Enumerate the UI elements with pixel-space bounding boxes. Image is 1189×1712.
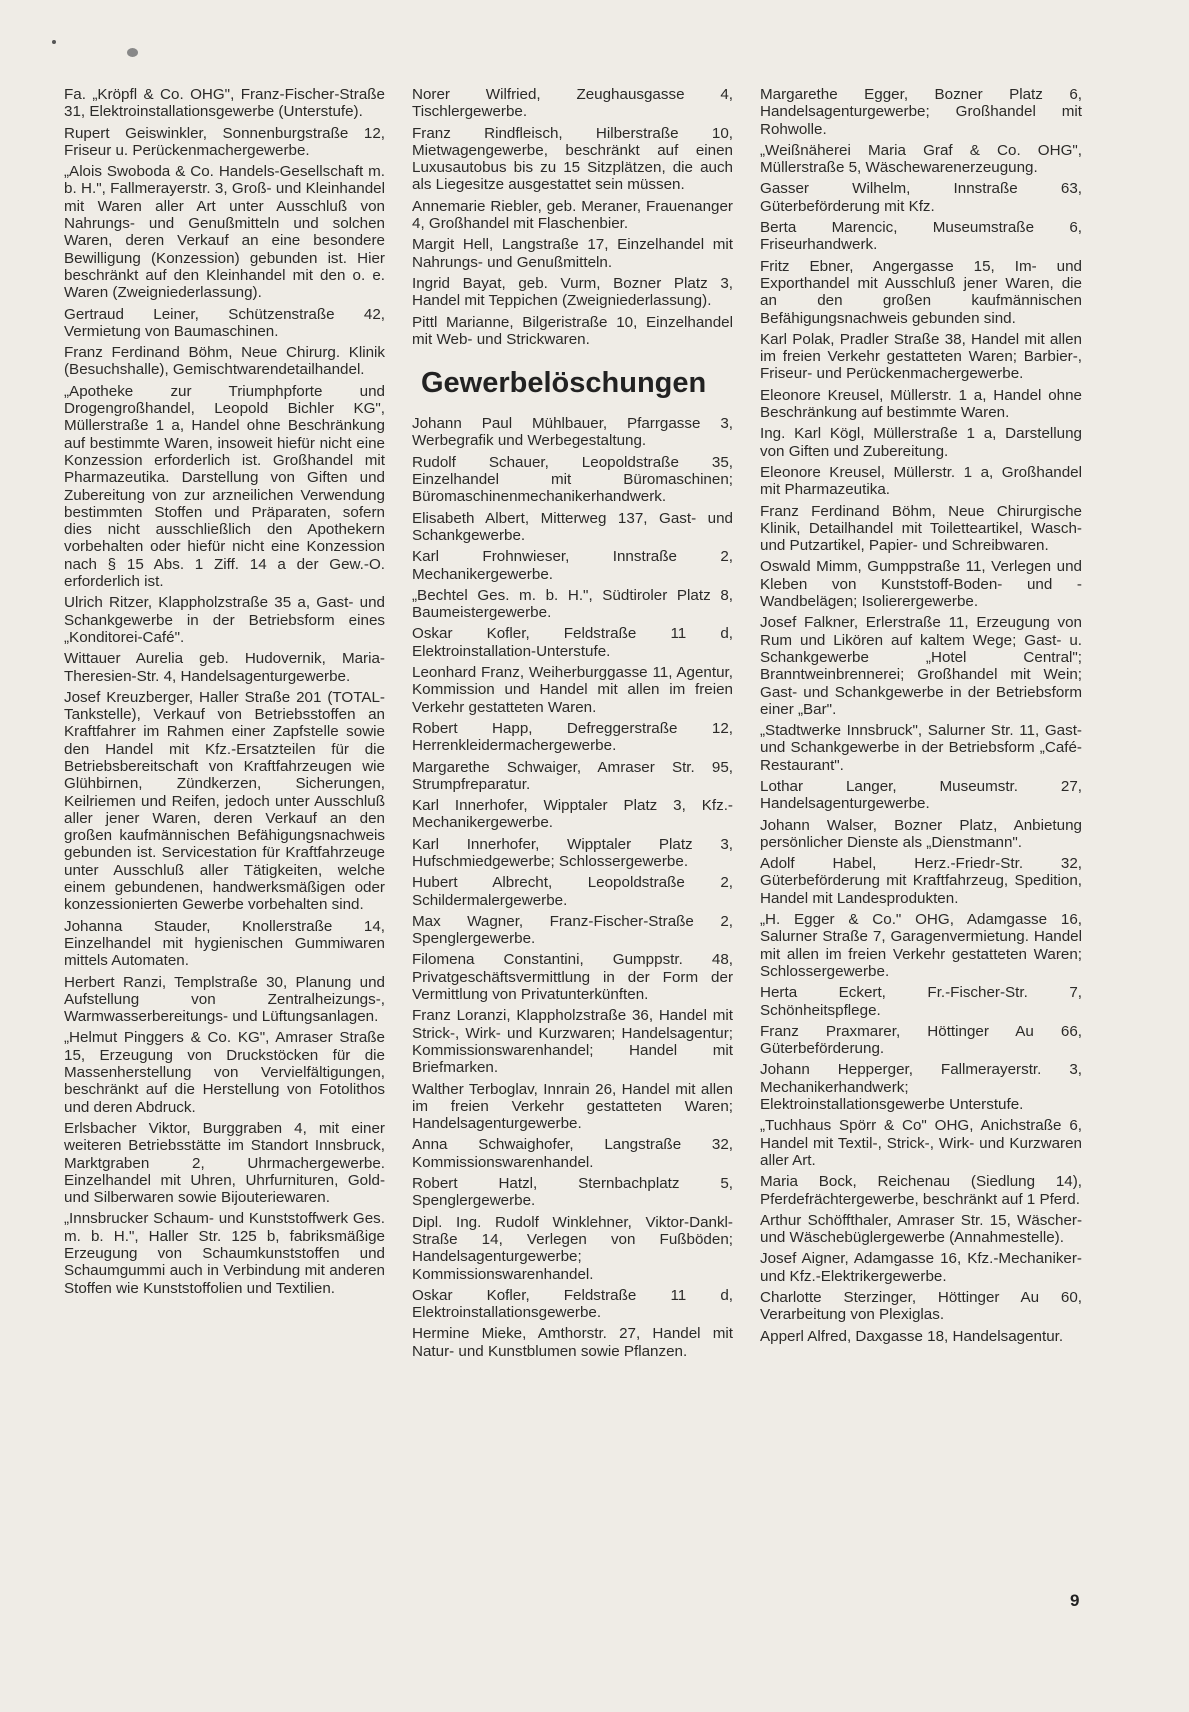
list-item: Johann Paul Mühlbauer, Pfarrgasse 3, Werbegrafik und Werbegestaltung. xyxy=(412,415,733,450)
ink-speck xyxy=(127,48,138,57)
list-item: Franz Ferdinand Böhm, Neue Chirurg. Klinik (Besuchshalle), Gemischtwarendetailhandel. xyxy=(64,344,385,379)
list-item: Adolf Habel, Herz.-Friedr-Str. 32, Güterbeförderung mit Kraftfahrzeug, Spedition, Handel mit Landesprodukten. xyxy=(760,855,1082,907)
list-item: Karl Frohnwieser, Innstraße 2, Mechanikergewerbe. xyxy=(412,548,733,583)
list-item: Johanna Stauder, Knollerstraße 14, Einzelhandel mit hygienischen Gummiwaren mittels Automaten. xyxy=(64,917,385,970)
list-item: Berta Marencic, Museumstraße 6, Friseurhandwerk. xyxy=(760,219,1082,254)
list-item: „Weißnäherei Maria Graf & Co. OHG", Müllerstraße 5, Wäschewarenerzeugung. xyxy=(760,141,1082,177)
list-item: Eleonore Kreusel, Müllerstr. 1 a, Handel ohne Beschränkung auf bestimmte Waren. xyxy=(760,386,1082,422)
column-left xyxy=(64,86,385,1301)
list-item: Apperl Alfred, Daxgasse 18, Handelsagentur. xyxy=(760,1327,1064,1345)
list-item: Lothar Langer, Museumstr. 27, Handelsagenturgewerbe. xyxy=(760,777,1082,813)
page-number: 9 xyxy=(1070,1591,1080,1610)
list-item: Karl Innerhofer, Wipptaler Platz 3, Hufschmiedgewerbe; Schlossergewerbe. xyxy=(412,835,733,870)
list-item: Dipl. Ing. Rudolf Winklehner, Viktor-Dankl-Straße 14, Verlegen von Fußböden; Handelsagenturgewerbe; Kommissionswarenhandel. xyxy=(412,1213,733,1283)
list-item: Arthur Schöffthaler, Amraser Str. 15, Wäscher- und Wäschebüglergewerbe (Annahmestelle). xyxy=(760,1211,1082,1247)
list-item: Charlotte Sterzinger, Höttinger Au 60, Verarbeitung von Plexiglas. xyxy=(760,1289,1082,1324)
list-item: Margarethe Egger, Bozner Platz 6, Handelsagenturgewerbe; Großhandel mit Rohwolle. xyxy=(760,86,1082,138)
list-item: Fritz Ebner, Angergasse 15, Im- und Exporthandel mit Ausschluß jener Waren, die an den großen kaufmännischen Befähigungsnachweis gebunden sind. xyxy=(760,257,1082,327)
list-item: Johann Walser, Bozner Platz, Anbietung persönlicher Dienste als „Dienstmann". xyxy=(760,816,1082,851)
list-item: Fa. „Kröpfl & Co. OHG", Franz-Fischer-Straße 31, Elektroinstallationsgewerbe (Unterstufe). xyxy=(64,86,385,121)
section-heading: Gewerbelöschungen xyxy=(421,367,707,400)
list-item: Hermine Mieke, Amthorstr. 27, Handel mit Natur- und Kunstblumen sowie Pflanzen. xyxy=(412,1325,733,1360)
list-item: Margarethe Schwaiger, Amraser Str. 95, Strumpfreparatur. xyxy=(412,758,733,793)
list-item: Anna Schwaighofer, Langstraße 32, Kommissionswarenhandel. xyxy=(412,1136,733,1171)
list-item: Leonhard Franz, Weiherburggasse 11, Agentur, Kommission und Handel mit allen im freien Verkehr gestatteten Waren. xyxy=(412,664,733,716)
ink-speck xyxy=(52,40,56,44)
list-item: „Innsbrucker Schaum- und Kunststoffwerk Ges. m. b. H.", Haller Str. 125 b, fabriksmäßige Erzeugung von Schaumkunststoffen und Schaumgummi auch in Verbindung mit anderen Stoffen wie Kunststoffolien und Textilien. xyxy=(64,1210,385,1297)
list-item: Filomena Constantini, Gumppstr. 48, Privatgeschäftsvermittlung in der Form der Vermittlung von Privatunterkünften. xyxy=(412,951,733,1004)
list-item: Gasser Wilhelm, Innstraße 63, Güterbeförderung mit Kfz. xyxy=(760,180,1082,215)
list-item: „Apotheke zur Triumphpforte und Drogengroßhandel, Leopold Bichler KG", Müllerstraße 1 a, Handel ohne Beschränkung auf bestimmte Waren, insoweit hiefür nicht eine Konzession erforderlich ist. Großhandel mit Pharmazeutika. Darstellung von Giften und Zubereitung von zur arzneilichen Verwendung bestimmten Stoffen und Präparaten, sofern dies nicht ausschließlich den Apothekern vorbehalten oder hiefür nicht eine Konzession nach § 15 Abs. 1 Ziff. 14 a der Gew.-O. erforderlich ist. xyxy=(64,382,385,591)
list-item: Rudolf Schauer, Leopoldstraße 35, Einzelhandel mit Büromaschinen; Büromaschinenmechanikerhandwerk. xyxy=(412,453,733,506)
list-item: Max Wagner, Franz-Fischer-Straße 2, Spenglergewerbe. xyxy=(412,912,733,948)
list-item: Karl Innerhofer, Wipptaler Platz 3, Kfz.-Mechanikergewerbe. xyxy=(412,797,733,832)
list-item: „Stadtwerke Innsbruck", Salurner Str. 11, Gast- und Schankgewerbe in der Betriebsform „Café-Restaurant". xyxy=(760,722,1082,774)
list-item: Walther Terboglav, Innrain 26, Handel mit allen im freien Verkehr gestatteten Waren; Handelsagenturgewerbe. xyxy=(412,1080,733,1133)
list-item: Hubert Albrecht, Leopoldstraße 2, Schildermalergewerbe. xyxy=(412,874,733,909)
list-item: Karl Polak, Pradler Straße 38, Handel mit allen im freien Verkehr gestatteten Waren; Barbier-, Friseur- und Perückenmachergewerbe. xyxy=(760,330,1082,383)
list-item: Ing. Karl Kögl, Müllerstraße 1 a, Darstellung von Giften und Zubereitung. xyxy=(760,425,1082,460)
list-item: Oskar Kofler, Feldstraße 11 d, Elektroinstallationsgewerbe. xyxy=(412,1286,733,1322)
list-item: Franz Rindfleisch, Hilberstraße 10, Mietwagengewerbe, beschränkt auf einen Luxusautobus bis zu 15 Sitzplätzen, die auch als Liegesitze ausgestattet sein müssen. xyxy=(412,124,733,194)
list-item: Rupert Geiswinkler, Sonnenburgstraße 12, Friseur u. Perückenmachergewerbe. xyxy=(64,124,385,159)
list-item: Oskar Kofler, Feldstraße 11 d, Elektroinstallation-Unterstufe. xyxy=(412,625,733,660)
list-item: Oswald Mimm, Gumppstraße 11, Verlegen und Kleben von Kunststoff-Boden- und -Wandbelägen; Isolierergewerbe. xyxy=(760,558,1082,611)
list-item: Franz Loranzi, Klappholzstraße 36, Handel mit Strick-, Wirk- und Kurzwaren; Handelsagentur; Kommissionswarenhandel; Handel mit Briefmarken. xyxy=(412,1007,733,1077)
list-item: Franz Praxmarer, Höttinger Au 66, Güterbeförderung. xyxy=(760,1022,1082,1058)
list-item: Ingrid Bayat, geb. Vurm, Bozner Platz 3, Handel mit Teppichen (Zweigniederlassung). xyxy=(412,274,733,310)
list-item: „Helmut Pinggers & Co. KG", Amraser Straße 15, Erzeugung von Druckstöcken für die Massenherstellung von Vervielfältigungen, beschränkt auf die Herstellung von Fotolithos und deren Abdruck. xyxy=(64,1029,385,1116)
list-item: Norer Wilfried, Zeughausgasse 4, Tischlergewerbe. xyxy=(412,86,733,121)
list-item: Herta Eckert, Fr.-Fischer-Str. 7, Schönheitspflege. xyxy=(760,984,1082,1019)
column-middle xyxy=(412,86,733,1364)
list-item: Johann Hepperger, Fallmerayerstr. 3, Mechanikerhandwerk; Elektroinstallationsgewerbe Unterstufe. xyxy=(760,1061,1082,1114)
list-item: Josef Falkner, Erlerstraße 11, Erzeugung von Rum und Likören auf kaltem Wege; Gast- u. Schankgewerbe „Hotel Central"; Branntweinbrennerei; Großhandel mit Wein; Gast- und Schankgewerbe in der Betriebsform einer „Bar". xyxy=(760,614,1082,718)
list-item: Pittl Marianne, Bilgeristraße 10, Einzelhandel mit Web- und Strickwaren. xyxy=(412,313,733,348)
list-item: Herbert Ranzi, Templstraße 30, Planung und Aufstellung von Zentralheizungs-, Warmwasserbereitungs- und Lüftungsanlagen. xyxy=(64,973,385,1026)
list-item: Erlsbacher Viktor, Burggraben 4, mit einer weiteren Betriebsstätte im Standort Innsbruck, Marktgraben 2, Uhrmachergewerbe. Einzelhandel mit Uhren, Uhrfurnituren, Gold- und Silberwaren sowie Bijouteriewaren. xyxy=(64,1119,385,1207)
list-item: „Bechtel Ges. m. b. H.", Südtiroler Platz 8, Baumeistergewerbe. xyxy=(412,586,733,622)
list-item: Maria Bock, Reichenau (Siedlung 14), Pferdefrächtergewerbe, beschränkt auf 1 Pferd. xyxy=(760,1173,1082,1208)
column-right xyxy=(760,86,1082,1349)
list-item: „H. Egger & Co." OHG, Adamgasse 16, Salurner Straße 7, Garagenvermietung. Handel mit allen im freien Verkehr gestatteten Waren; Schlossergewerbe. xyxy=(760,911,1082,980)
list-item: Eleonore Kreusel, Müllerstr. 1 a, Großhandel mit Pharmazeutika. xyxy=(760,463,1082,499)
list-item: Ulrich Ritzer, Klappholzstraße 35 a, Gast- und Schankgewerbe in der Betriebsform eines „Konditorei-Café". xyxy=(64,594,385,646)
list-item: Josef Kreuzberger, Haller Straße 201 (TOTAL-Tankstelle), Verkauf von Betriebsstoffen an Kraftfahrer im Rahmen einer Zapfstelle sowie den Handel mit Kfz.-Ersatzteilen für die Betriebsbereitschaft von Kraftfahrzeugen wie Glühbirnen, Zündkerzen, Sicherungen, Keilriemen und Reifen, jedoch unter Ausschluß aller jener Waren, deren Verkauf an den großen kaufmännischen Befähigungsnachweis gebunden ist. Servicestation für Kraftfahrzeuge unter Ausschluß aller Tätigkeiten, welche einem gebundenen, handwerksmäßigen oder konzessionierten Gewerbe vorbehalten sind. xyxy=(64,688,385,914)
list-item: Annemarie Riebler, geb. Meraner, Frauenanger 4, Großhandel mit Flaschenbier. xyxy=(412,197,733,233)
list-item: „Tuchhaus Spörr & Co" OHG, Anichstraße 6, Handel mit Textil-, Strick-, Wirk- und Kurzwaren aller Art. xyxy=(760,1117,1082,1169)
list-item: Elisabeth Albert, Mitterweg 137, Gast- und Schankgewerbe. xyxy=(412,509,733,544)
list-item: Robert Hatzl, Sternbachplatz 5, Spenglergewerbe. xyxy=(412,1175,733,1210)
list-item: Robert Happ, Defreggerstraße 12, Herrenkleidermachergewerbe. xyxy=(412,719,733,755)
list-item: Franz Ferdinand Böhm, Neue Chirurgische Klinik, Detailhandel mit Toiletteartikel, Wasch- und Putzartikel, Papier- und Schreibwaren. xyxy=(760,502,1082,555)
list-item: Josef Aigner, Adamgasse 16, Kfz.-Mechaniker- und Kfz.-Elektrikergewerbe. xyxy=(760,1250,1082,1285)
list-item: Gertraud Leiner, Schützenstraße 42, Vermietung von Baumaschinen. xyxy=(64,305,385,340)
list-item: „Alois Swoboda & Co. Handels-Gesellschaft m. b. H.", Fallmerayerstr. 3, Groß- und Kleinhandel mit Waren aller Art unter Ausschluß von Nahrungs- und Genußmitteln und solchen Waren, deren Verkauf an eine besondere Bewilligung (Konzession) gebunden ist. Hier beschränkt auf den Kleinhandel mit den o. e. Waren (Zweigniederlassung). xyxy=(64,163,385,302)
list-item: Margit Hell, Langstraße 17, Einzelhandel mit Nahrungs- und Genußmitteln. xyxy=(412,236,733,271)
list-item: Wittauer Aurelia geb. Hudovernik, Maria-Theresien-Str. 4, Handelsagenturgewerbe. xyxy=(64,650,385,685)
